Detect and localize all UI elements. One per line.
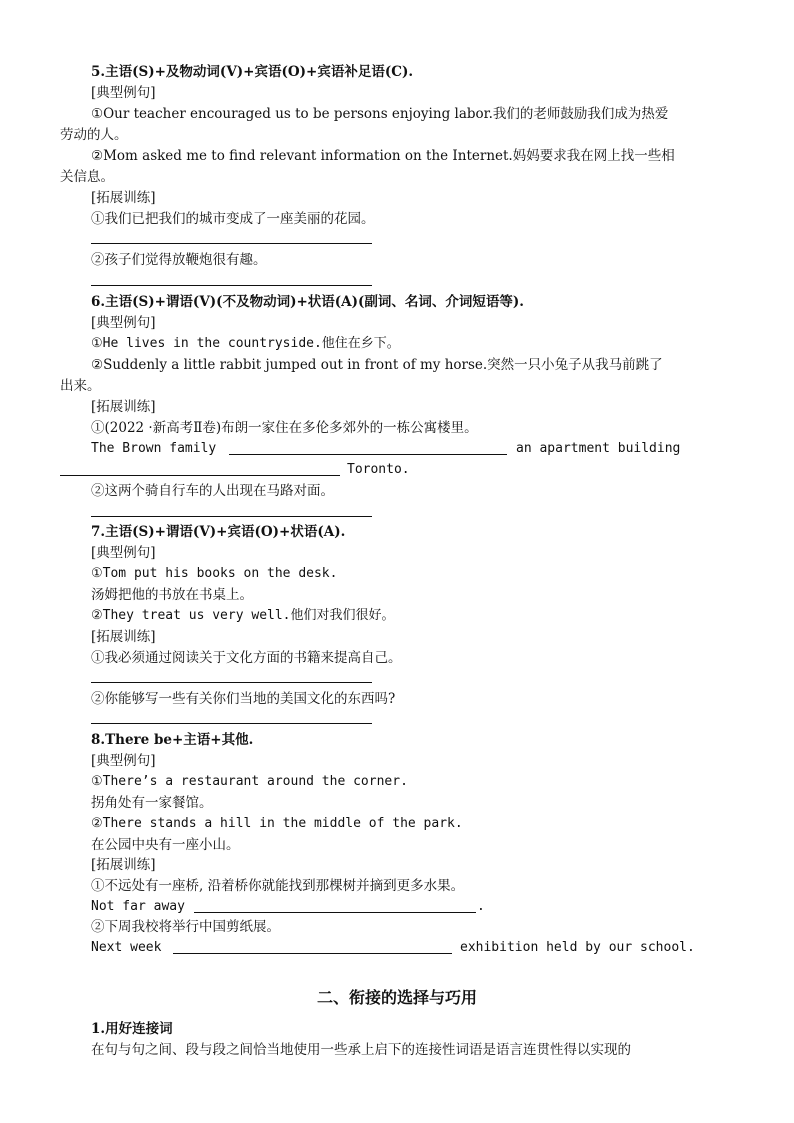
answer-blank[interactable] — [91, 243, 372, 244]
practice-prompt: ①(2022 ·新高考Ⅱ卷)布朗一家住在多伦多郊外的一栋公寓楼里。 — [91, 420, 478, 436]
example-sentence: ①He lives in the countryside.他住在乡下。 — [91, 336, 400, 351]
practice-prompt: ②你能够写一些有关你们当地的美国文化的东西吗? — [91, 691, 396, 707]
practice-prompt: ①我们已把我们的城市变成了一座美丽的花园。 — [91, 211, 375, 227]
body-paragraph: 在句与句之间、段与段之间恰当地使用一些承上启下的连接性词语是语言连贯性得以实现的 — [91, 1042, 631, 1058]
section-8-heading: 8.There be+主语+其他. — [91, 732, 254, 748]
practice-prompt: ①我必须通过阅读关于文化方面的书籍来提高自己。 — [91, 650, 402, 666]
practice-english-start: The Brown family — [91, 441, 217, 456]
practice-english-mid: an apartment building — [516, 441, 681, 456]
answer-blank[interactable] — [91, 723, 372, 724]
example-sentence: ②They treat us very well.他们对我们很好。 — [91, 608, 395, 623]
practice-english-start: Not far away — [91, 899, 185, 914]
example-sentence: ①There’s a restaurant around the corner. — [91, 774, 408, 789]
practice-label: [拓展训练] — [91, 399, 156, 415]
example-translation: 在公园中央有一座小山。 — [91, 837, 240, 853]
answer-blank[interactable] — [91, 682, 372, 683]
answer-blank[interactable] — [91, 516, 372, 517]
example-translation: 汤姆把他的书放在书桌上。 — [91, 587, 253, 603]
practice-prompt: ②这两个骑自行车的人出现在马路对面。 — [91, 483, 334, 499]
answer-blank[interactable] — [60, 475, 340, 476]
part-two-title: 二、衔接的选择与巧用 — [316, 988, 477, 1007]
answer-blank[interactable] — [91, 285, 372, 286]
examples-label: [典型例句] — [91, 315, 156, 331]
examples-label: [典型例句] — [91, 545, 156, 561]
example-sentence: ①Our teacher encouraged us to be persons enjoying labor.我们的老师鼓励我们成为热爱 — [91, 106, 669, 122]
practice-label: [拓展训练] — [91, 857, 156, 873]
section-6-heading: 6.主语(S)+谓语(V)(不及物动词)+状语(A)(副词、名词、介词短语等). — [91, 294, 524, 310]
subsection-heading: 1.用好连接词 — [91, 1021, 173, 1037]
section-7-heading: 7.主语(S)+谓语(V)+宾语(O)+状语(A). — [91, 524, 346, 540]
practice-english-start: Next week — [91, 940, 162, 955]
example-sentence: ②Mom asked me to find relevant information on the Internet.妈妈要求我在网上找一些相 — [91, 148, 675, 164]
practice-label: [拓展训练] — [91, 629, 156, 645]
answer-blank[interactable] — [173, 953, 452, 954]
practice-prompt: ②孩子们觉得放鞭炮很有趣。 — [91, 252, 267, 268]
example-sentence: ①Tom put his books on the desk. — [91, 566, 338, 581]
example-translation: 拐角处有一家餐馆。 — [91, 795, 213, 811]
examples-label: [典型例句] — [91, 753, 156, 769]
practice-english-end: . — [477, 899, 485, 914]
example-sentence: ②There stands a hill in the middle of the park. — [91, 816, 463, 831]
practice-label: [拓展训练] — [91, 190, 156, 206]
example-sentence: ②Suddenly a little rabbit jumped out in front of my horse.突然一只小兔子从我马前跳了 — [91, 357, 663, 373]
examples-label: [典型例句] — [91, 85, 156, 101]
answer-blank[interactable] — [229, 454, 507, 455]
practice-english-end: exhibition held by our school. — [460, 940, 695, 955]
section-5-heading: 5.主语(S)+及物动词(V)+宾语(O)+宾语补足语(C). — [91, 64, 414, 80]
practice-prompt: ②下周我校将举行中国剪纸展。 — [91, 919, 280, 935]
practice-english-end: Toronto. — [347, 462, 410, 477]
example-sentence-cont: 劳动的人。 — [60, 127, 128, 143]
practice-prompt: ①不远处有一座桥, 沿着桥你就能找到那棵树并摘到更多水果。 — [91, 878, 465, 894]
example-sentence-cont: 出来。 — [60, 378, 101, 394]
answer-blank[interactable] — [194, 912, 476, 913]
example-sentence-cont: 关信息。 — [60, 169, 114, 185]
